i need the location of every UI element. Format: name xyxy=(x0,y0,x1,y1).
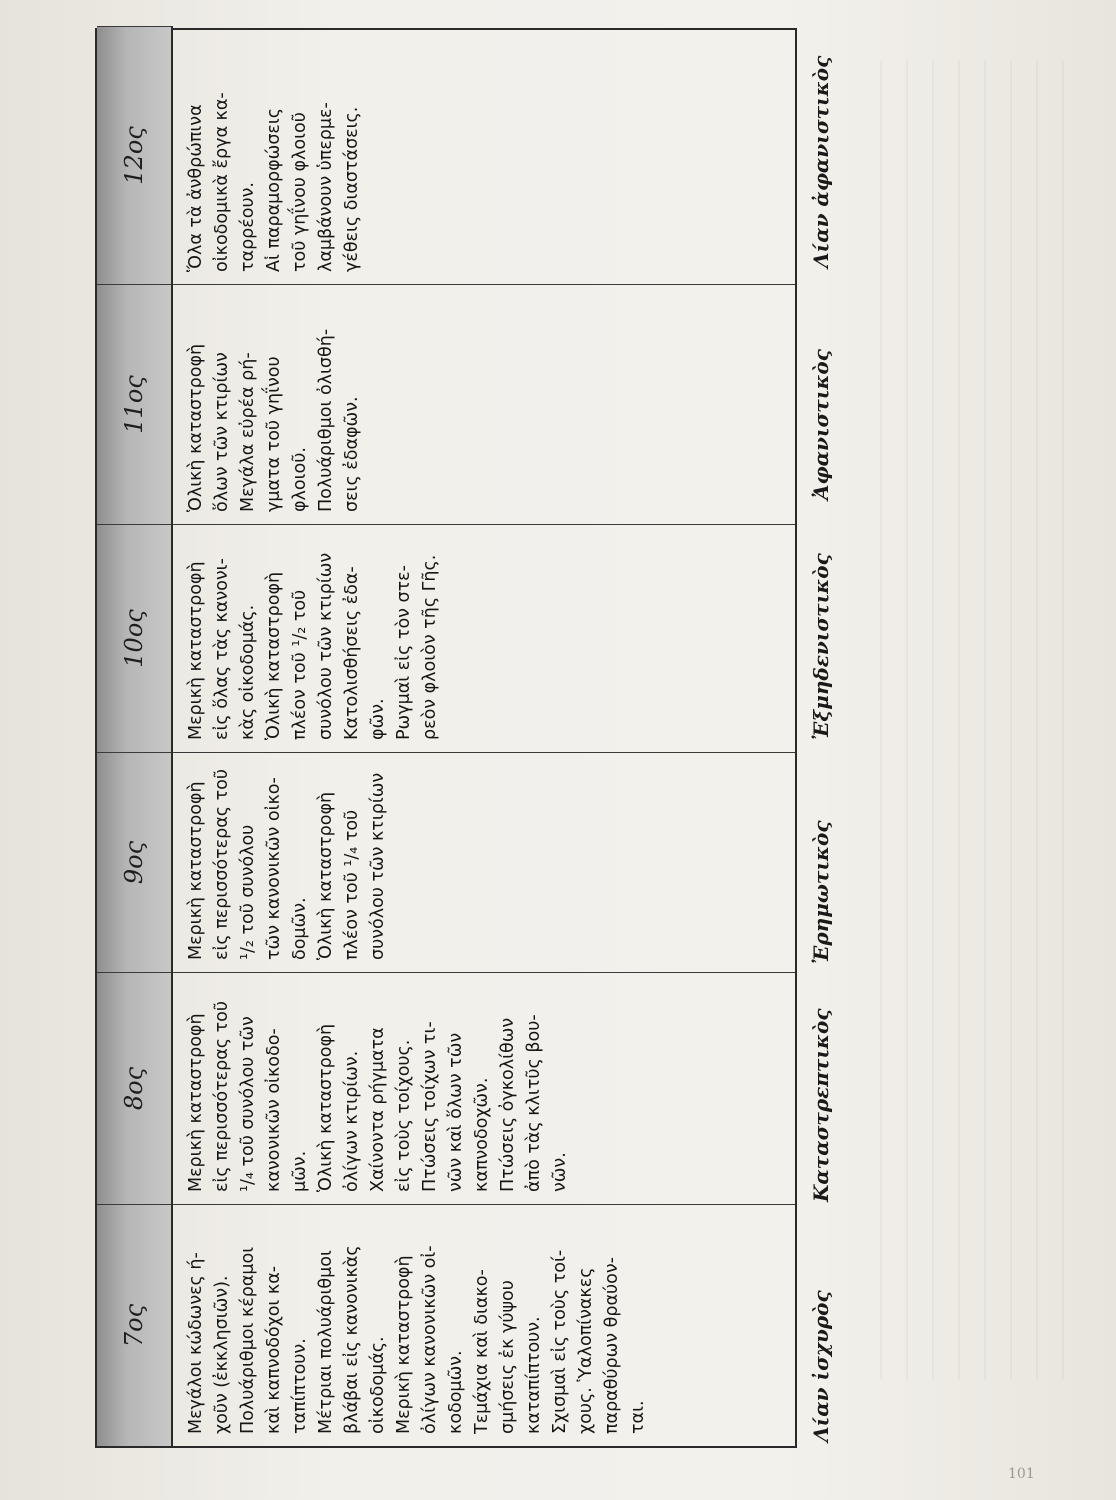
cell-text-line: ¹/₄ τοῦ συνόλου τῶν xyxy=(238,1016,258,1192)
rotated-content xyxy=(95,28,895,1448)
cell-text-line: Μερικὴ καταστροφὴ xyxy=(186,781,206,960)
cell-text-line: γματα τοῦ γηΐνου xyxy=(264,356,284,512)
cell-text-line: γέθεις διαστάσεις. xyxy=(342,106,362,272)
column-body-12 xyxy=(173,26,795,284)
cell-text-line: καπνοδοχῶν. xyxy=(472,1077,492,1192)
cell-text-line: τοῦ γηΐνου φλοιοῦ xyxy=(290,112,310,272)
cell-text-line: καὶ καπνοδόχοι κα- xyxy=(264,1265,284,1434)
cell-text-line: Σχισμαὶ εἰς τοὺς τοί- xyxy=(550,1249,570,1434)
cell-text-line: εἰς ὅλας τὰς κανονι- xyxy=(212,558,232,740)
cell-text-line: δομῶν. xyxy=(290,897,310,960)
page-number: 101 xyxy=(1008,1466,1035,1482)
cell-text-line: Ὁλικὴ καταστροφὴ xyxy=(316,791,336,960)
cell-text-line: Μεγάλοι κώδωνες ή- xyxy=(186,1252,206,1434)
cell-text-line: Πολυάριθμοι κέραμοι xyxy=(238,1246,258,1434)
cell-text-line: Μερικὴ καταστροφὴ xyxy=(394,1255,414,1434)
cell-text-line: Χαίνοντα ρήγματα xyxy=(368,1027,388,1192)
column-header-8: 8ος xyxy=(97,972,173,1204)
cell-text-line: Μέτριαι πολυάριθμοι xyxy=(316,1250,336,1434)
cell-text-line: εἰς περισσότερας τοῦ xyxy=(212,769,232,960)
cell-text-line: κανονικῶν οἰκοδο- xyxy=(264,1028,284,1192)
cell-text-line: οἰκοδομικὰ ἔργα κα- xyxy=(212,92,232,272)
cell-text-line: χους. Ὑαλοπίνακες xyxy=(576,1267,596,1434)
cell-text-line: λαμβάνουν ὑπερμε- xyxy=(316,102,336,272)
cell-text-line: παραθύρων θραύον- xyxy=(602,1257,622,1434)
cell-text-line: Πολυάριθμοι ὀλισθή- xyxy=(316,328,336,512)
column-header-9: 9ος xyxy=(97,752,173,972)
cell-text-line: Κατολισθήσεις ἐδα- xyxy=(342,566,362,740)
intensity-label-7: Λίαν ἰσχυρὸς xyxy=(809,1290,833,1442)
column-header-10: 10ος xyxy=(97,524,173,752)
cell-text-line: Ὁλικὴ καταστροφὴ xyxy=(316,1023,336,1192)
cell-text-line: ὀλίγων κτιρίων. xyxy=(342,1050,362,1192)
cell-text-line: φλοιοῦ. xyxy=(290,447,310,512)
cell-text-line: Αἱ παραμορφώσεις xyxy=(264,107,284,272)
cell-text-line: ἀπὸ τὰς κλιτῦς βου- xyxy=(524,1014,544,1192)
cell-text-line: φῶν. xyxy=(368,698,388,740)
cell-text-line: οἰκοδομάς. xyxy=(368,1336,388,1434)
column-body-11 xyxy=(173,284,795,524)
cell-text-line: χοῦν (ἐκκλησιῶν). xyxy=(212,1275,232,1434)
cell-text-line: νῶν. xyxy=(550,1152,570,1192)
cell-text-line: πλέον τοῦ ¹/₄ τοῦ xyxy=(342,809,362,960)
cell-text-line: ὅλων τῶν κτιρίων xyxy=(212,352,232,512)
cell-text-line: σεις ἐδαφῶν. xyxy=(342,396,362,512)
cell-text-line: ὀλίγων κανονικῶν οἰ- xyxy=(420,1245,440,1434)
cell-text-line: κὰς οἰκοδομάς. xyxy=(238,604,258,740)
column-header-7: 7ος xyxy=(97,1204,173,1446)
cell-text-line: Μερικὴ καταστροφὴ xyxy=(186,561,206,740)
cell-text-line: Ὁλικὴ καταστροφὴ xyxy=(186,343,206,512)
cell-text-line: Ὁλικὴ καταστροφὴ xyxy=(264,571,284,740)
cell-text-line: Μερικὴ καταστροφὴ xyxy=(186,1013,206,1192)
cell-text-line: Πτώσεις ὀγκολίθων xyxy=(498,1017,518,1192)
cell-text-line: εἰς περισσότερας τοῦ xyxy=(212,1001,232,1192)
cell-text-line: Ρωγμαὶ εἰς τὸν στε- xyxy=(394,565,414,740)
cell-text-line: Πτώσεις τοίχων τι- xyxy=(420,1021,440,1192)
cell-text-line: νῶν καὶ ὅλων τῶν xyxy=(446,1032,466,1192)
column-body-7 xyxy=(173,1204,795,1446)
cell-text-line: ρεὸν φλοιὸν τῆς Γῆς. xyxy=(420,554,440,740)
cell-text-line: κοδομῶν. xyxy=(446,1350,466,1434)
cell-text-line: πλέον τοῦ ¹/₂ τοῦ xyxy=(290,589,310,740)
cell-text-line: Μεγάλα εὐρέα ρή- xyxy=(238,352,258,512)
column-body-10 xyxy=(173,524,795,752)
column-body-8 xyxy=(173,972,795,1204)
cell-text-line: καταπίπτουν. xyxy=(524,1316,544,1434)
cell-text-line: Τεμάχια καὶ διακο- xyxy=(472,1269,492,1434)
cell-text-line: εἰς τοὺς τοίχους. xyxy=(394,1039,414,1192)
cell-text-line: συνόλου τῶν κτιρίων xyxy=(368,772,388,960)
cell-text-line: μῶν. xyxy=(290,1150,310,1192)
intensity-label-12: Λίαν ἀφανιστικὸς xyxy=(809,55,833,268)
cell-text-line: ται. xyxy=(628,1400,648,1434)
intensity-label-8: Καταστρεπτικὸς xyxy=(809,1008,833,1202)
cell-text-line: ταπίπτουν. xyxy=(290,1338,310,1434)
column-body-9 xyxy=(173,752,795,972)
intensity-label-11: Ἀφανιστικὸς xyxy=(809,349,833,500)
cell-text-line: συνόλου τῶν κτιρίων xyxy=(316,552,336,740)
cell-text-line: τῶν κανονικῶν οἰκο- xyxy=(264,777,284,960)
column-header-12: 12ος xyxy=(97,26,173,284)
cell-text-line: Ὅλα τὰ ἀνθρώπινα xyxy=(186,104,206,272)
cell-text-line: ταρρέουν. xyxy=(238,182,258,272)
cell-text-line: ¹/₂ τοῦ συνόλου xyxy=(238,824,258,960)
cell-text-line: βλάβαι εἰς κανονικὰς xyxy=(342,1245,362,1434)
intensity-label-10: Ἐξμηδενιστικὸς xyxy=(809,553,833,740)
show-through-text xyxy=(880,60,1080,1380)
intensity-table xyxy=(95,28,797,1448)
column-header-11: 11ος xyxy=(97,284,173,524)
cell-text-line: σμήσεις ἐκ γύψου xyxy=(498,1280,518,1434)
intensity-label-9: Ἐρημωτικὸς xyxy=(809,820,833,964)
